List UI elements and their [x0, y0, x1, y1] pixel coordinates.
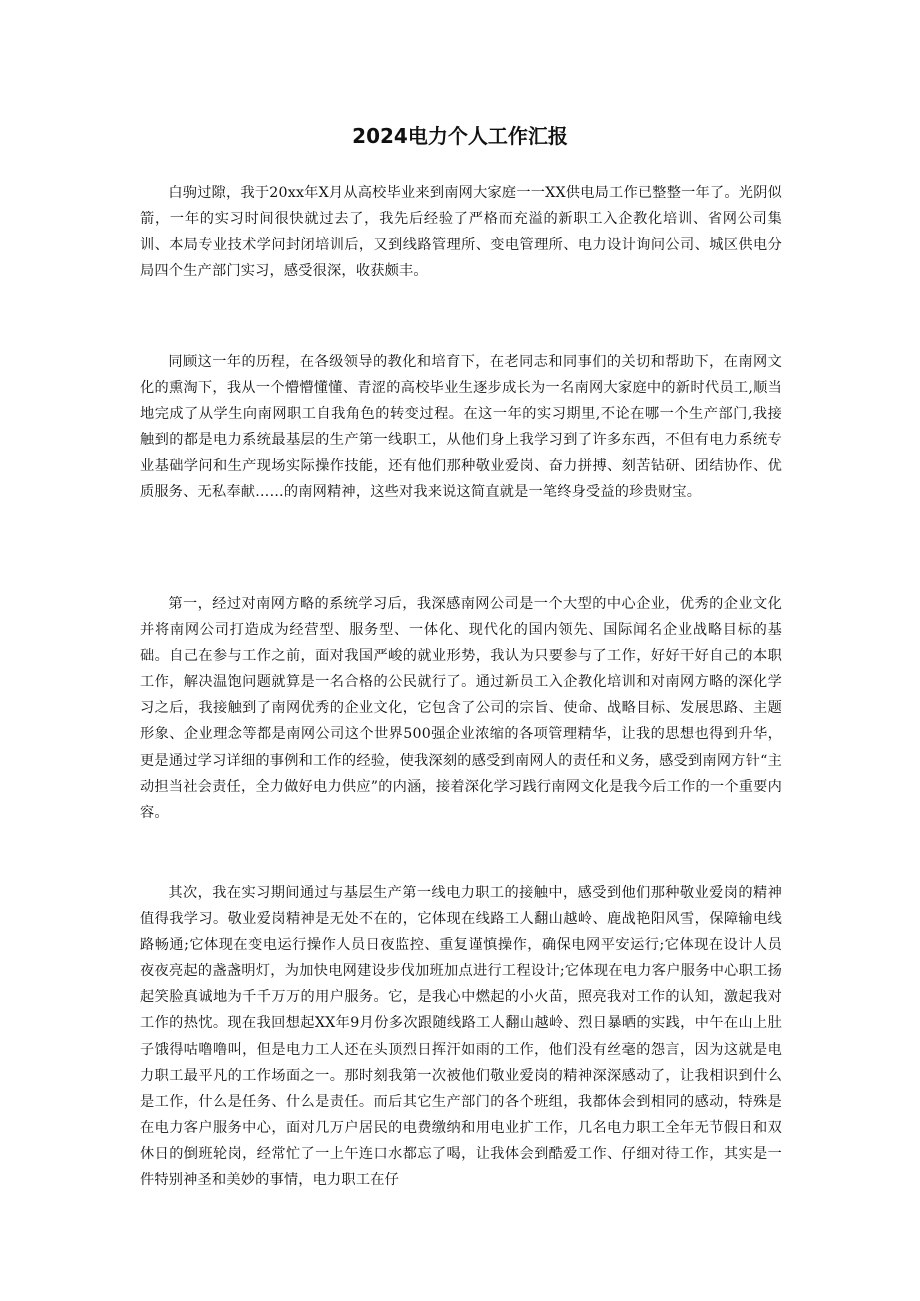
paragraph-first: 第一，经过对南网方略的系统学习后，我深感南网公司是一个大型的中心企业，优秀的企业文化并将南网公司打造成为经营型、服务型、一体化、现代化的国内领先、国际闻名企业战略目标的基础。自己在参与工作之前，面对我国严峻的就业形势，我认为只要参与了工作，好好干好自己的本职工作，解决温饱问题就算是一名合格的公民就行了。通过新员工入企教化培训和对南网方略的深化学习之后，我接触到了南网优秀的企业文化，它包含了公司的宗旨、使命、战略目标、发展思路、主题形象、企业理念等都是南网公司这个世界500强企业浓缩的各项管理精华，让我的思想也得到升华，更是通过学习详细的事例和工作的经验，使我深刻的感受到南网人的责任和义务，感受到南网方针“主动担当社会责任，全力做好电力供应”的内涵，接着深化学习践行南网文化是我今后工作的一个重要内容。: [140, 596, 782, 821]
paragraph-review: 同顾这一年的历程，在各级领导的教化和培育下，在老同志和同事们的关切和帮助下，在南网文化的熏淘下，我从一个懵懵懂懂、青涩的高校毕业生逐步成长为一名南网大家庭中的新时代员工,顺当地完成了从学生向南网职工自我角色的转变过程。在这一年的实习期里,不论在哪一个生产部门,我接触到的都是电力系统最基层的生产第一线职工，从他们身上我学习到了许多东西，不但有电力系统专业基础学问和生产现场实际操作技能，还有他们那种敬业爱岗、奋力拼搏、刻苦钻研、团结协作、优质服务、无私奉献……的南网精神，这些对我来说这简直就是一笔终身受益的珍贵财宝。: [140, 354, 782, 501]
paragraph-intro: 白驹过隙，我于20xx年X月从高校毕业来到南网大家庭一一XX供电局工作已整整一年了。光阴似箭，一年的实习时间很快就过去了，我先后经验了严格而充溢的新职工入企教化培训、省网公司集训、本局专业技术学问封闭培训后，又到线路管理所、变电管理所、电力设计询问公司、城区供电分局四个生产部门实习，感受很深，收获颇丰。: [140, 185, 782, 280]
document-title: 2024电力个人工作汇报: [352, 124, 568, 148]
paragraph-second: 其次，我在实习期间通过与基层生产第一线电力职工的接触中，感受到他们那种敬业爱岗的精神值得我学习。敬业爱岗精神是无处不在的，它体现在线路工人翻山越岭、鹿战艳阳风雪，保障输电线路畅通;它体现在变电运行操作人员日夜监控、重复谨慎操作，确保电网平安运行;它体现在设计人员夜夜亮起的盏盏明灯，为加快电网建设步伐加班加点进行工程设计;它体现在电力客户服务中心职工扬起笑脸真诚地为千千万万的用户服务。它，是我心中燃起的小火苗，照亮我对工作的认知，激起我对工作的热忱。现在我回想起XX年9月份多次跟随线路工人翻山越岭、烈日暴晒的实践，中午在山上肚子饿得咕噜噜叫，但是电力工人还在头顶烈日挥汗如雨的工作，他们没有丝毫的怨言，因为这就是电力职工最平凡的工作场面之一。那时刻我第一次被他们敬业爱岗的精神深深感动了，让我相识到什么是工作，什么是任务、什么是责任。而后其它生产部门的各个班组，我都体会到相同的感动，特殊是在电力客户服务中心，面对几万户居民的电费缴纳和用电业扩工作，几名电力职工全年无节假日和双休日的倒班轮岗，经常忙了一上午连口水都忘了喝，让我体会到酷爱工作、仔细对待工作，其实是一件特别神圣和美妙的事情，电力职工在仔: [140, 885, 782, 1189]
